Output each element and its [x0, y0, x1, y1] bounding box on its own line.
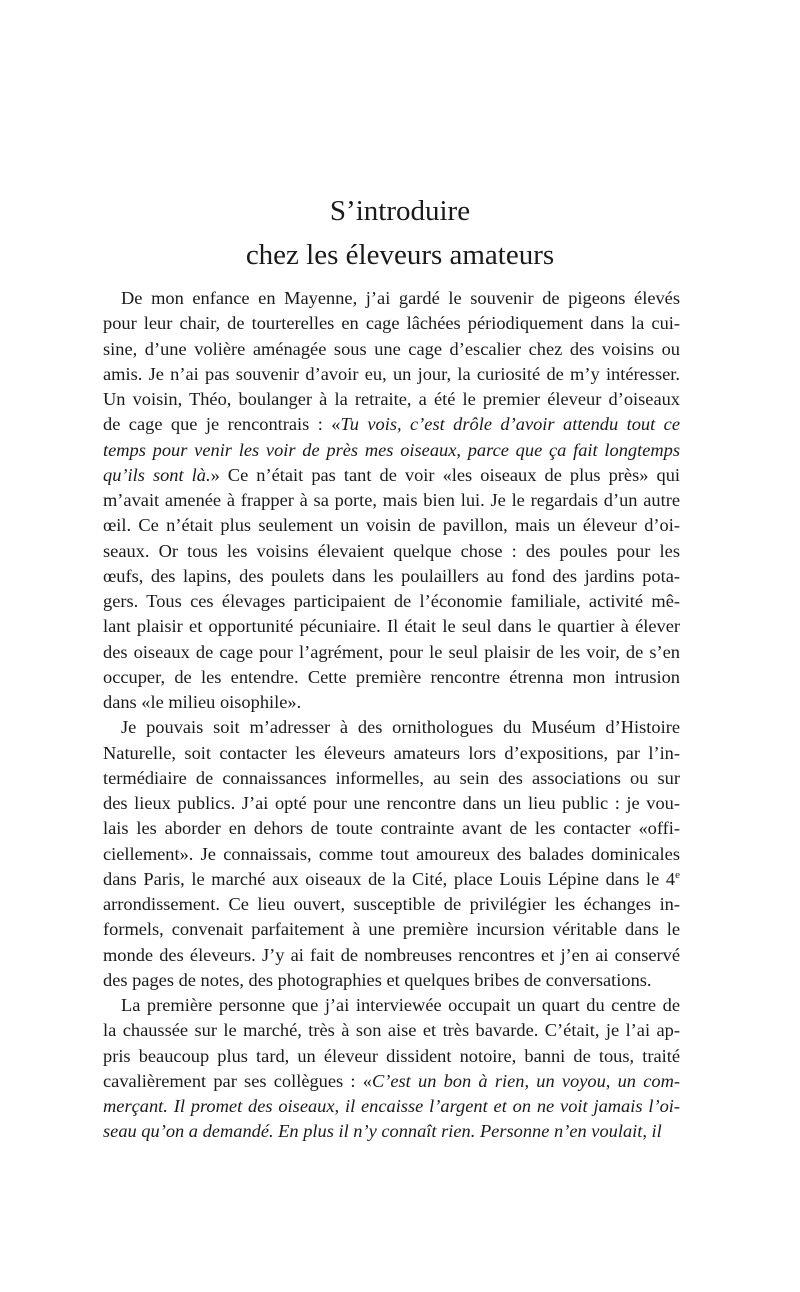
text-segment: lant plaisir et opportunité pécuniaire. Il était le seul dans le quartier à élever [103, 616, 680, 637]
italic-quote-text: temps pour venir les voir de près mes oiseaux, parce que ça fait longtemps [103, 439, 680, 460]
italic-quote-text: qu’ils sont là. [103, 464, 211, 485]
text-segment: termédiaire de connaissances informelles, au sein des associations ou sur [103, 767, 680, 788]
text-segment: dans «le milieu oisophile». [103, 692, 302, 712]
text-line [103, 513, 680, 538]
superscript: e [675, 868, 680, 881]
text-segment: Naturelle, soit contacter les éleveurs amateurs lors d’expositions, par l’in- [103, 742, 680, 763]
text-line [103, 943, 680, 968]
text-segment: pour leur chair, de tourterelles en cage lâchées périodiquement dans la cui- [103, 313, 680, 334]
text-line [103, 791, 680, 816]
text-line [103, 766, 680, 791]
text-line [103, 539, 680, 564]
text-segment: œil. Ce n’était plus seulement un voisin de pavillon, mais un éleveur d’oi- [103, 515, 680, 536]
text-segment: ciellement». Je connaissais, comme tout amoureux des balades dominicales [103, 843, 680, 864]
text-segment: formels, convenait parfaitement à une première incursion véritable dans le [103, 919, 680, 940]
text-segment: lais les aborder en dehors de toute contrainte avant de les contacter «offi- [103, 818, 680, 839]
text-segment: pris beaucoup plus tard, un éleveur dissident notoire, banni de tous, traité [103, 1045, 680, 1066]
text-line [103, 1018, 680, 1043]
text-segment: Je pouvais soit m’adresser à des ornithologues du Muséum d’Histoire [121, 717, 680, 738]
text-segment: cavalièrement par ses collègues : « [103, 1070, 372, 1091]
text-segment: des lieux publics. J’ai opté pour une rencontre dans un lieu public : je vou- [103, 793, 680, 813]
text-segment: de cage que je rencontrais : « [103, 414, 341, 435]
text-segment: Un voisin, Théo, boulanger à la retraite, a été le premier éleveur d’oiseaux [103, 389, 680, 409]
text-segment: La première personne que j’ai interviewée occupait un quart du centre de [121, 995, 680, 1015]
text-line [103, 715, 680, 740]
text-line [103, 1044, 680, 1069]
text-line [103, 665, 680, 690]
text-segment: De mon enfance en Mayenne, j’ai gardé le souvenir de pigeons élevés [121, 288, 680, 308]
text-segment: des oiseaux de cage pour l’agrément, pour le seul plaisir de les voir, de s’en [103, 641, 680, 662]
text-line [103, 564, 680, 589]
text-line [103, 867, 680, 892]
text-line [103, 842, 680, 867]
text-line [103, 438, 680, 463]
text-line [103, 589, 680, 614]
chapter-title-line-1: S’introduire [329, 195, 471, 227]
paragraph [103, 715, 680, 993]
text-line [103, 614, 680, 639]
italic-quote-text: seau qu’on a demandé. En plus il n’y connaît rien. Personne n’en voulait, il [103, 1121, 662, 1142]
text-line [103, 488, 680, 513]
text-line [103, 741, 680, 766]
italic-quote-text: merçant. Il promet des oiseaux, il encaisse l’argent et on ne voit jamais l’oi- [103, 1096, 680, 1116]
text-segment: gers. Tous ces élevages participaient de l’économie familiale, activité mê- [103, 591, 680, 611]
chapter-title-line-2: chez les éleveurs amateurs [245, 239, 555, 271]
paragraph [103, 993, 680, 1145]
text-line [103, 993, 680, 1018]
text-line [103, 1069, 680, 1094]
text-segment: sine, d’une volière aménagée sous une cage d’escalier chez des voisins ou [103, 338, 680, 359]
text-segment: m’avait amenée à frapper à sa porte, mais bien lui. Je le regardais d’un autre [103, 490, 680, 510]
text-line [103, 917, 680, 942]
paragraph [103, 286, 680, 715]
text-line [103, 337, 680, 362]
text-segment: arrondissement. Ce lieu ouvert, susceptible de privilégier les échanges in- [103, 894, 680, 914]
text-segment: des pages de notes, des photographies et quelques bribes de conversations. [103, 969, 652, 990]
text-line [103, 286, 680, 311]
text-line [103, 968, 680, 993]
text-segment: seaux. Or tous les voisins élevaient quelque chose : des poules pour les [103, 540, 680, 561]
text-segment: œufs, des lapins, des poulets dans les poulaillers au fond des jardins pota- [103, 565, 680, 586]
italic-quote-text: Tu vois, c’est drôle d’avoir attendu tout ce [340, 414, 680, 435]
text-line [103, 640, 680, 665]
text-line [103, 1094, 680, 1119]
chapter-body [103, 286, 680, 1145]
text-segment: occuper, de les entendre. Cette première rencontre étrenna mon intrusion [103, 666, 680, 687]
text-line [103, 362, 680, 387]
italic-quote-text: C’est un bon à rien, un voyou, un com- [371, 1070, 680, 1091]
text-line [103, 690, 680, 715]
text-segment: la chaussée sur le marché, très à son aise et très bavarde. C’était, je l’ai ap- [103, 1020, 680, 1041]
text-line [103, 387, 680, 412]
text-line [103, 1119, 680, 1144]
text-line [103, 892, 680, 917]
text-segment: amis. Je n’ai pas souvenir d’avoir eu, un jour, la curiosité de m’y intéresser. [103, 363, 680, 384]
text-line [103, 412, 680, 437]
text-line [103, 816, 680, 841]
text-line [103, 463, 680, 488]
text-segment: » Ce n’était pas tant de voir «les oiseaux de plus près» qui [210, 464, 680, 485]
text-segment: monde des éleveurs. J’y ai fait de nombreuses rencontres et j’en ai conservé [103, 944, 680, 965]
text-segment: dans Paris, le marché aux oiseaux de la Cité, place Louis Lépine dans le 4 [103, 868, 676, 889]
text-line [103, 311, 680, 336]
